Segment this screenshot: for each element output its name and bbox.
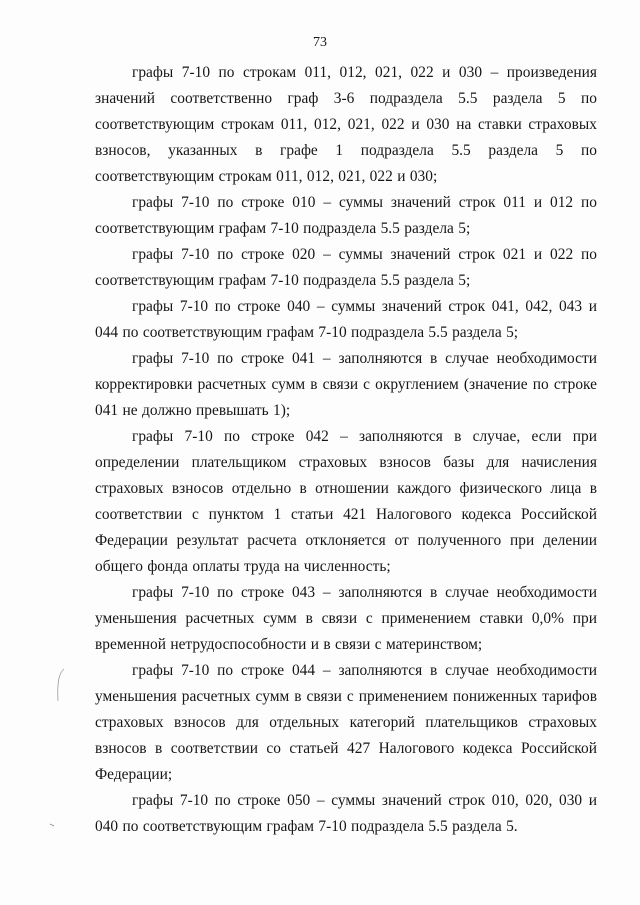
paragraph-row-050: графы 7-10 по строке 050 – суммы значений строк 010, 020, 030 и 040 по соответствующим графам 7-10 подраздела 5.5 раздела 5. — [95, 792, 597, 835]
document-body — [95, 60, 597, 840]
paragraph-row-010: графы 7-10 по строке 010 – суммы значений строк 011 и 012 по соответствующим графам 7-10 подраздела 5.5 раздела 5; — [95, 194, 597, 237]
paragraph-row-042: графы 7-10 по строке 042 – заполняются в случае, если при определении плательщиком страховых взносов базы для начисления страховых взносов отдельно в отношении каждого физического лица в соответствии с пунктом 1 статьи 421 Налогового кодекса Российской Федерации результат расчета отклоняется от полученного при делении общего фонда оплаты труда на численность; — [95, 428, 597, 575]
paragraph-row-040: графы 7-10 по строке 040 – суммы значений строк 041, 042, 043 и 044 по соответствующим графам 7-10 подраздела 5.5 раздела 5; — [95, 298, 597, 341]
paragraph-rows-011-030: графы 7-10 по строкам 011, 012, 021, 022 и 030 – произведения значений соответственно граф 3-6 подраздела 5.5 раздела 5 по соответствующим строкам 011, 012, 021, 022 и 030 на ставки страховых взносов, указанных в графе 1 подраздела 5.5 раздела 5 по соответствующим строкам 011, 012, 021, 022 и 030; — [95, 64, 597, 185]
paragraph-row-041: графы 7-10 по строке 041 – заполняются в случае необходимости корректировки расчетных сумм в связи с округлением (значение по строке 041 не должно превышать 1); — [95, 350, 597, 419]
paragraph-row-043: графы 7-10 по строке 043 – заполняются в случае необходимости уменьшения расчетных сумм в связи с применением ставки 0,0% при временной нетрудоспособности и в связи с материнством; — [95, 584, 597, 653]
scan-margin-mark — [56, 668, 66, 702]
paragraph-row-044: графы 7-10 по строке 044 – заполняются в случае необходимости уменьшения расчетных сумм в связи с применением пониженных тарифов страховых взносов для отдельных категорий плательщиков страховых взносов в соответствии со статьей 427 Налогового кодекса Российской Федерации; — [95, 662, 597, 783]
scan-dust-mark — [49, 822, 55, 828]
page-number: 73 — [313, 35, 327, 50]
paragraph-row-020: графы 7-10 по строке 020 – суммы значений строк 021 и 022 по соответствующим графам 7-10 подраздела 5.5 раздела 5; — [95, 246, 597, 289]
